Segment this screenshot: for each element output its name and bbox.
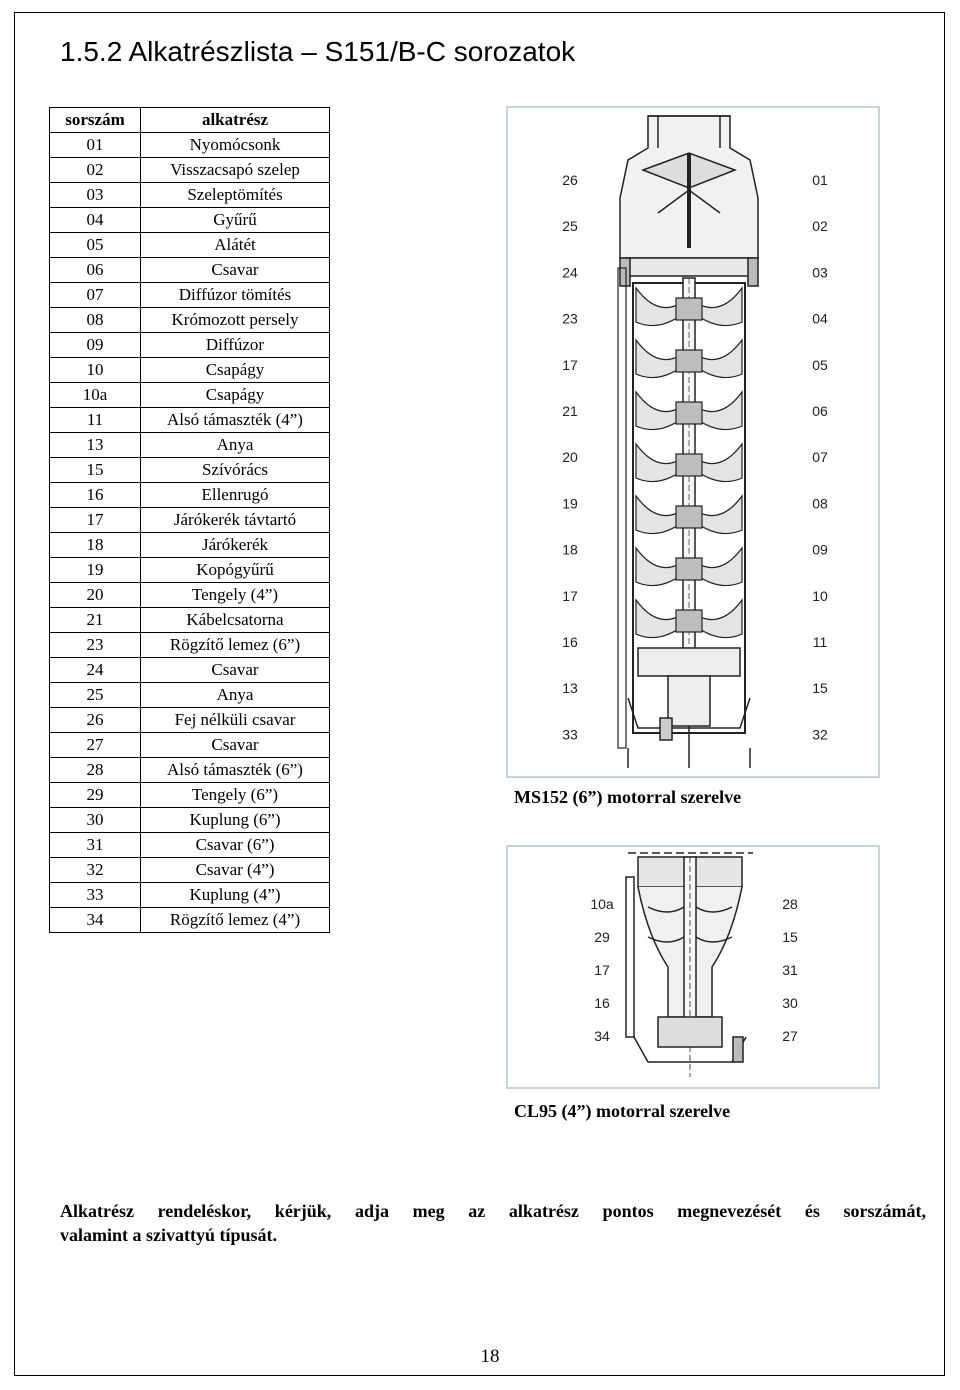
part-number: 04 [50, 208, 141, 233]
callout-label: 16 [562, 634, 578, 650]
part-number: 21 [50, 608, 141, 633]
part-number: 28 [50, 758, 141, 783]
part-number: 27 [50, 733, 141, 758]
part-number: 10 [50, 358, 141, 383]
pump-cross-section-drawing [508, 108, 878, 776]
callout-label: 17 [562, 356, 578, 373]
callout-label: 18 [562, 541, 578, 558]
callout-label: 23 [562, 310, 578, 327]
part-name: Járókerék [141, 533, 330, 558]
part-number: 16 [50, 483, 141, 508]
part-number: 32 [50, 858, 141, 883]
table-row [50, 183, 330, 208]
callout-label: 29 [594, 929, 610, 945]
figure1-caption: MS152 (6”) motorral szerelve [514, 787, 742, 807]
part-name: Szívórács [141, 458, 330, 483]
part-name: Csavar (4”) [141, 858, 330, 883]
part-name: Alsó támaszték (4”) [141, 408, 330, 433]
part-number: 13 [50, 433, 141, 458]
callout-label: 15 [812, 680, 828, 697]
part-name: Csavar [141, 258, 330, 283]
part-name: Csapágy [141, 358, 330, 383]
part-number: 19 [50, 558, 141, 583]
part-number: 11 [50, 408, 141, 433]
ordering-note-line1: Alkatrész rendeléskor, kérjük, adja meg az alkatrész pontos megnevezését és sorszámát, [60, 1201, 926, 1221]
table-row [50, 733, 330, 758]
callout-label: 21 [562, 403, 578, 419]
part-number: 18 [50, 533, 141, 558]
bearing-sleeve [676, 610, 702, 632]
table-row [50, 258, 330, 283]
table-row [50, 208, 330, 233]
callout-label: 08 [812, 495, 828, 512]
bearing-sleeve [676, 298, 702, 320]
table-row [50, 433, 330, 458]
callout-label: 31 [782, 962, 798, 978]
callout-label: 04 [812, 310, 828, 327]
table-row [50, 783, 330, 808]
part-name: Csavar (6”) [141, 833, 330, 858]
page-number: 18 [480, 1346, 500, 1367]
callout-label: 19 [562, 495, 578, 512]
table-row [50, 458, 330, 483]
part-number: 08 [50, 308, 141, 333]
part-number: 29 [50, 783, 141, 808]
table-row [50, 408, 330, 433]
ordering-note-line2: valamint a szivattyú típusát. [60, 1225, 278, 1245]
part-number: 30 [50, 808, 141, 833]
part-name: Csapágy [141, 383, 330, 408]
callout-label: 17 [594, 962, 610, 978]
part-number: 23 [50, 633, 141, 658]
part-name: Kopógyűrű [141, 558, 330, 583]
table-row [50, 308, 330, 333]
part-name: Tengely (4”) [141, 583, 330, 608]
callout-label: 05 [812, 356, 828, 373]
table-row [50, 233, 330, 258]
table-row [50, 758, 330, 783]
part-number: 34 [50, 908, 141, 933]
part-number: 20 [50, 583, 141, 608]
callout-label: 27 [782, 1028, 798, 1044]
table-row [50, 358, 330, 383]
table-row [50, 608, 330, 633]
part-name: Diffúzor tömítés [141, 283, 330, 308]
table-row [50, 483, 330, 508]
callout-label: 09 [812, 541, 828, 558]
table-row [50, 658, 330, 683]
part-name: Anya [141, 683, 330, 708]
part-name: Kábelcsatorna [141, 608, 330, 633]
callout-label: 10 [812, 587, 828, 604]
part-name: Krómozott persely [141, 308, 330, 333]
callout-label: 16 [594, 995, 610, 1011]
callout-label: 25 [562, 218, 578, 235]
table-row [50, 808, 330, 833]
callout-label: 15 [782, 929, 798, 945]
callout-label: 26 [562, 172, 578, 188]
table-row [50, 883, 330, 908]
part-name: Nyomócsonk [141, 133, 330, 158]
pump-diagram-ms152 [506, 106, 880, 778]
table-row [50, 908, 330, 933]
part-number: 09 [50, 333, 141, 358]
part-number: 26 [50, 708, 141, 733]
ordering-note [60, 1199, 926, 1247]
table-row [50, 633, 330, 658]
part-name: Gyűrű [141, 208, 330, 233]
callout-label: 01 [812, 172, 828, 188]
part-number: 05 [50, 233, 141, 258]
part-name: Szeleptömítés [141, 183, 330, 208]
callout-label: 06 [812, 403, 828, 419]
table-row [50, 558, 330, 583]
part-number: 03 [50, 183, 141, 208]
bearing-sleeve [676, 558, 702, 580]
bearing-sleeve [676, 350, 702, 372]
pump-lower-section-drawing [508, 847, 878, 1087]
part-name: Diffúzor [141, 333, 330, 358]
part-name: Csavar [141, 733, 330, 758]
part-number: 02 [50, 158, 141, 183]
part-name: Csavar [141, 658, 330, 683]
part-number: 07 [50, 283, 141, 308]
parts-table-body [50, 133, 330, 933]
callout-label: 33 [562, 726, 578, 743]
part-number: 17 [50, 508, 141, 533]
part-number: 24 [50, 658, 141, 683]
callout-label: 10a [590, 896, 614, 912]
callout-label: 17 [562, 587, 578, 604]
table-row [50, 858, 330, 883]
table-row [50, 333, 330, 358]
part-number: 01 [50, 133, 141, 158]
table-row [50, 283, 330, 308]
callout-label: 32 [812, 726, 828, 743]
callout-label: 03 [812, 264, 828, 281]
callout-label: 20 [562, 449, 578, 466]
part-name: Járókerék távtartó [141, 508, 330, 533]
part-name: Kuplung (4”) [141, 883, 330, 908]
table-row [50, 533, 330, 558]
callout-label: 07 [812, 449, 828, 466]
table-row [50, 683, 330, 708]
header-number: sorszám [50, 108, 141, 133]
part-name: Rögzítő lemez (6”) [141, 633, 330, 658]
figure2-caption: CL95 (4”) motorral szerelve [514, 1101, 731, 1121]
pump-diagram-cl95 [506, 845, 880, 1089]
table-header-row [50, 108, 330, 133]
part-name: Fej nélküli csavar [141, 708, 330, 733]
bearing-sleeve [676, 454, 702, 476]
table-row [50, 133, 330, 158]
part-number: 25 [50, 683, 141, 708]
page-title: 1.5.2 Alkatrészlista – S151/B-C sorozatok [60, 36, 576, 67]
part-number: 15 [50, 458, 141, 483]
bearing-sleeve [676, 402, 702, 424]
part-name: Rögzítő lemez (4”) [141, 908, 330, 933]
callout-label: 34 [594, 1028, 610, 1044]
part-name: Alátét [141, 233, 330, 258]
table-row [50, 383, 330, 408]
bearing-sleeve [676, 506, 702, 528]
header-part: alkatrész [141, 108, 330, 133]
part-number: 10a [50, 383, 141, 408]
callout-label: 24 [562, 264, 578, 281]
table-row [50, 833, 330, 858]
part-name: Tengely (6”) [141, 783, 330, 808]
part-number: 06 [50, 258, 141, 283]
parts-table [49, 107, 330, 933]
part-name: Ellenrugó [141, 483, 330, 508]
table-row [50, 158, 330, 183]
part-name: Visszacsapó szelep [141, 158, 330, 183]
callout-label: 28 [782, 896, 798, 912]
table-row [50, 508, 330, 533]
part-number: 31 [50, 833, 141, 858]
callout-label: 11 [812, 634, 828, 650]
part-name: Anya [141, 433, 330, 458]
part-name: Kuplung (6”) [141, 808, 330, 833]
callout-label: 30 [782, 995, 798, 1011]
table-row [50, 708, 330, 733]
callout-label: 13 [562, 680, 578, 697]
callout-label: 02 [812, 218, 828, 235]
table-row [50, 583, 330, 608]
part-name: Alsó támaszték (6”) [141, 758, 330, 783]
part-number: 33 [50, 883, 141, 908]
